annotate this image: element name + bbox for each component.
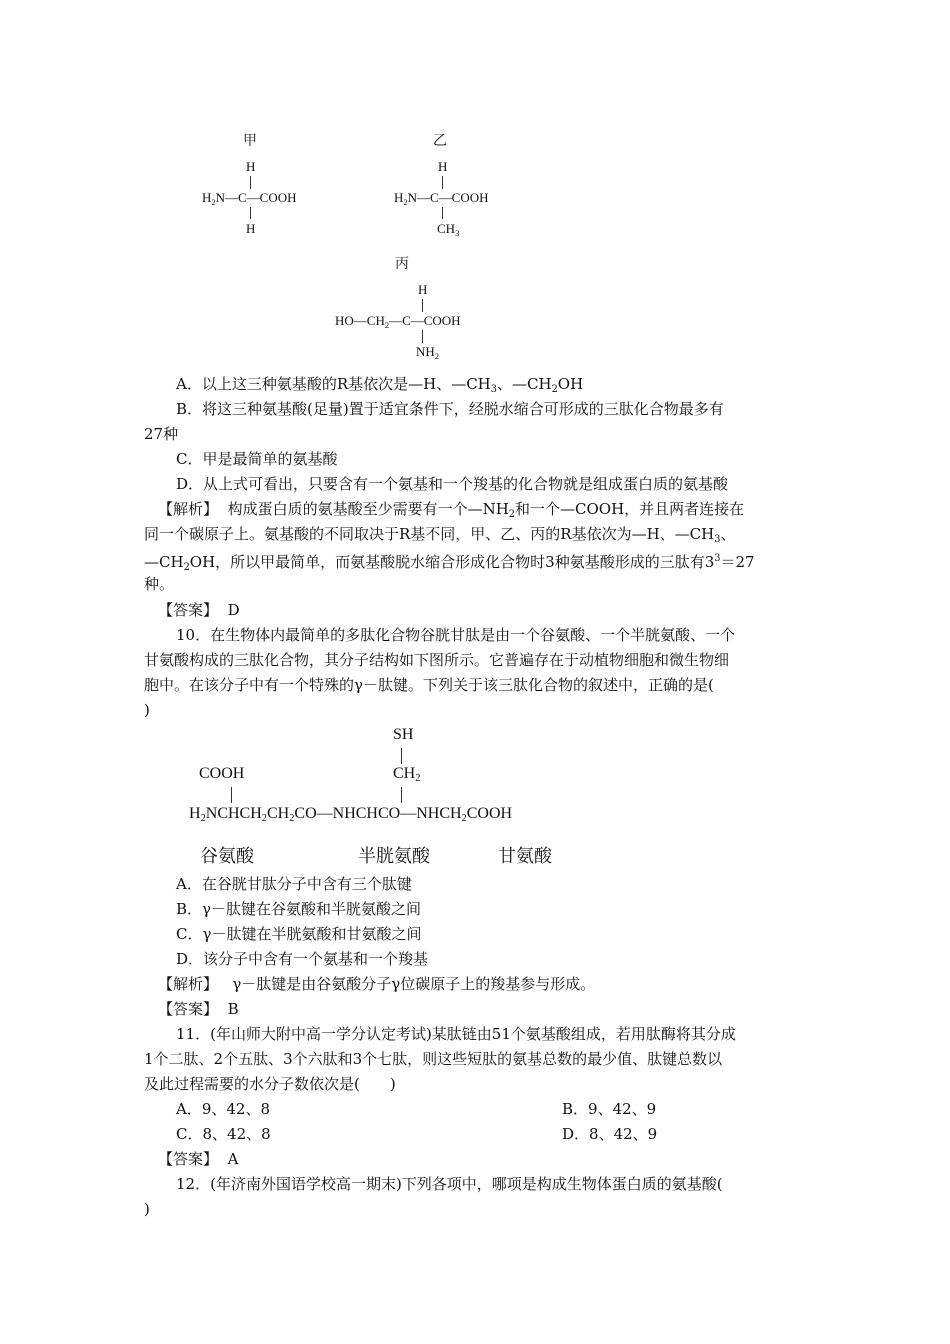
q11-option-a: A．9、42、8 (176, 1100, 271, 1118)
q10-stem-line2: 甘氨酸构成的三肽化合物，其分子结构如下图所示。它普遍存在于动植物细胞和微生物细 (144, 651, 730, 669)
ch2-bond (401, 787, 402, 803)
cooh-bond (231, 787, 232, 803)
q9-analysis-line1: 【解析】 构成蛋白质的氨基酸至少需要有一个$—NH_2$和一个—COOH，并且两者连接在 (158, 500, 745, 520)
answer-value: D (227, 601, 240, 619)
q10-stem-line1: 10．在生物体内最简单的多肽化合物谷胱甘肽是由一个谷氨酸、一个半胱氨酸、一个 (176, 626, 736, 644)
ch2-group: $CH_2$ (393, 765, 421, 784)
jia-bottom-h: H (246, 221, 256, 236)
q9-analysis-line2: 同一个碳原子上。氨基酸的不同取决于R基不同，甲、乙、丙的R基依次为—H、$—CH_3$、 (144, 525, 736, 545)
residue-name-glycine: 甘氨酸 (498, 846, 552, 867)
answer-label: 【答案】 (158, 1000, 219, 1018)
residue-name-cysteine: 半胱氨酸 (358, 846, 430, 867)
answer-label: 【答案】 (158, 1150, 219, 1168)
yi-top-h: H (438, 159, 448, 174)
glutathione-main-chain: $H_2NCHCH_2CH_2CO—NHCHCO—NHCH_2COOH$ (189, 805, 513, 824)
sh-bond (401, 748, 402, 764)
bing-top-h: H (418, 282, 428, 297)
cooh-group: COOH (199, 765, 245, 782)
answer-value: A (227, 1150, 239, 1168)
q10-stem-line3: 胞中。在该分子中有一个特殊的γ－肽键。下列关于该三肽化合物的叙述中，正确的是( (144, 676, 714, 694)
q10-option-b: B．γ－肽键在谷氨酸和半胱氨酸之间 (176, 900, 421, 918)
q9-option-b-line2: 27种 (144, 425, 179, 443)
jia-formula: $H_2N—C—COOH$ (202, 190, 297, 207)
yi-formula: $H_2N—C—COOH$ (394, 190, 489, 207)
answer-label: 【答案】 (158, 601, 219, 619)
jia-top-h: H (246, 159, 256, 174)
q10-option-d: D．该分子中含有一个氨基和一个羧基 (176, 950, 429, 968)
bing-formula: $HO—CH_2—C—COOH$ (335, 313, 461, 330)
analysis-label: 【解析】 (158, 500, 219, 518)
q11-stem-line1: 11．(年山师大附中高一学分认定考试)某肽链由51个氨基酸组成，若用肽酶将其分成 (176, 1025, 736, 1043)
q12-stem-line2: ) (144, 1200, 150, 1218)
label-jia: 甲 (243, 133, 257, 149)
q10-option-c: C．γ－肽键在半胱氨酸和甘氨酸之间 (176, 925, 422, 943)
q11-answer (158, 1147, 238, 1171)
bing-bond-bottom (422, 330, 423, 343)
bing-bond-top (422, 299, 423, 312)
q9-option-d: D．从上式可看出，只要含有一个氨基和一个羧基的化合物就是组成蛋白质的氨基酸 (176, 475, 729, 493)
q9-analysis-line4: 种。 (144, 575, 175, 593)
jia-bond-top (250, 176, 251, 189)
answer-value: B (227, 1000, 239, 1018)
q9-answer (158, 598, 240, 622)
yi-bottom-ch3: $CH_3$ (437, 221, 460, 238)
q9-option-b-line1: B．将这三种氨基酸(足量)置于适宜条件下，经脱水缩合可形成的三肽化合物最多有 (176, 400, 724, 418)
q11-stem-line3: 及此过程需要的水分子数依次是( ) (144, 1075, 396, 1093)
q9-option-c: C．甲是最简单的氨基酸 (176, 450, 338, 468)
q11-option-d: D．8、42、9 (562, 1125, 658, 1143)
bing-bottom-nh2: $NH_2$ (416, 344, 439, 361)
q11-option-b: B．9、42、9 (562, 1100, 657, 1118)
q11-option-c: C．8、42、8 (176, 1125, 271, 1143)
q11-stem-line2: 1个二肽、2个五肽、3个六肽和3个七肽，则这些短肽的氨基总数的最少值、肽键总数以 (144, 1050, 723, 1068)
q10-option-a: A．在谷胱甘肽分子中含有三个肽键 (176, 875, 412, 893)
jia-bond-bottom (250, 207, 251, 219)
residue-name-glutamate: 谷氨酸 (200, 846, 254, 867)
yi-bond-bottom (442, 207, 443, 219)
label-yi: 乙 (433, 133, 447, 149)
label-bing: 丙 (395, 256, 409, 272)
yi-bond-top (442, 176, 443, 189)
sh-group: SH (393, 726, 414, 743)
q10-stem-line4: ) (144, 701, 150, 719)
q10-analysis: 【解析】 γ－肽键是由谷氨酸分子γ位碳原子上的羧基参与形成。 (158, 975, 596, 993)
q12-stem-line1: 12．(年济南外国语学校高一期末)下列各项中，哪项是构成生物体蛋白质的氨基酸( (176, 1175, 723, 1193)
q9-option-a: A．以上这三种氨基酸的R基依次是—H、$—CH_3$、$—CH_2OH$ (176, 375, 584, 395)
q10-answer (158, 997, 239, 1021)
q9-analysis-line3: $—CH_2OH$，所以甲最简单，而氨基酸脱水缩合形成化合物时3种氨基酸形成的三肽有$3^3=27$ (144, 553, 755, 573)
analysis-label: 【解析】 (158, 975, 219, 993)
